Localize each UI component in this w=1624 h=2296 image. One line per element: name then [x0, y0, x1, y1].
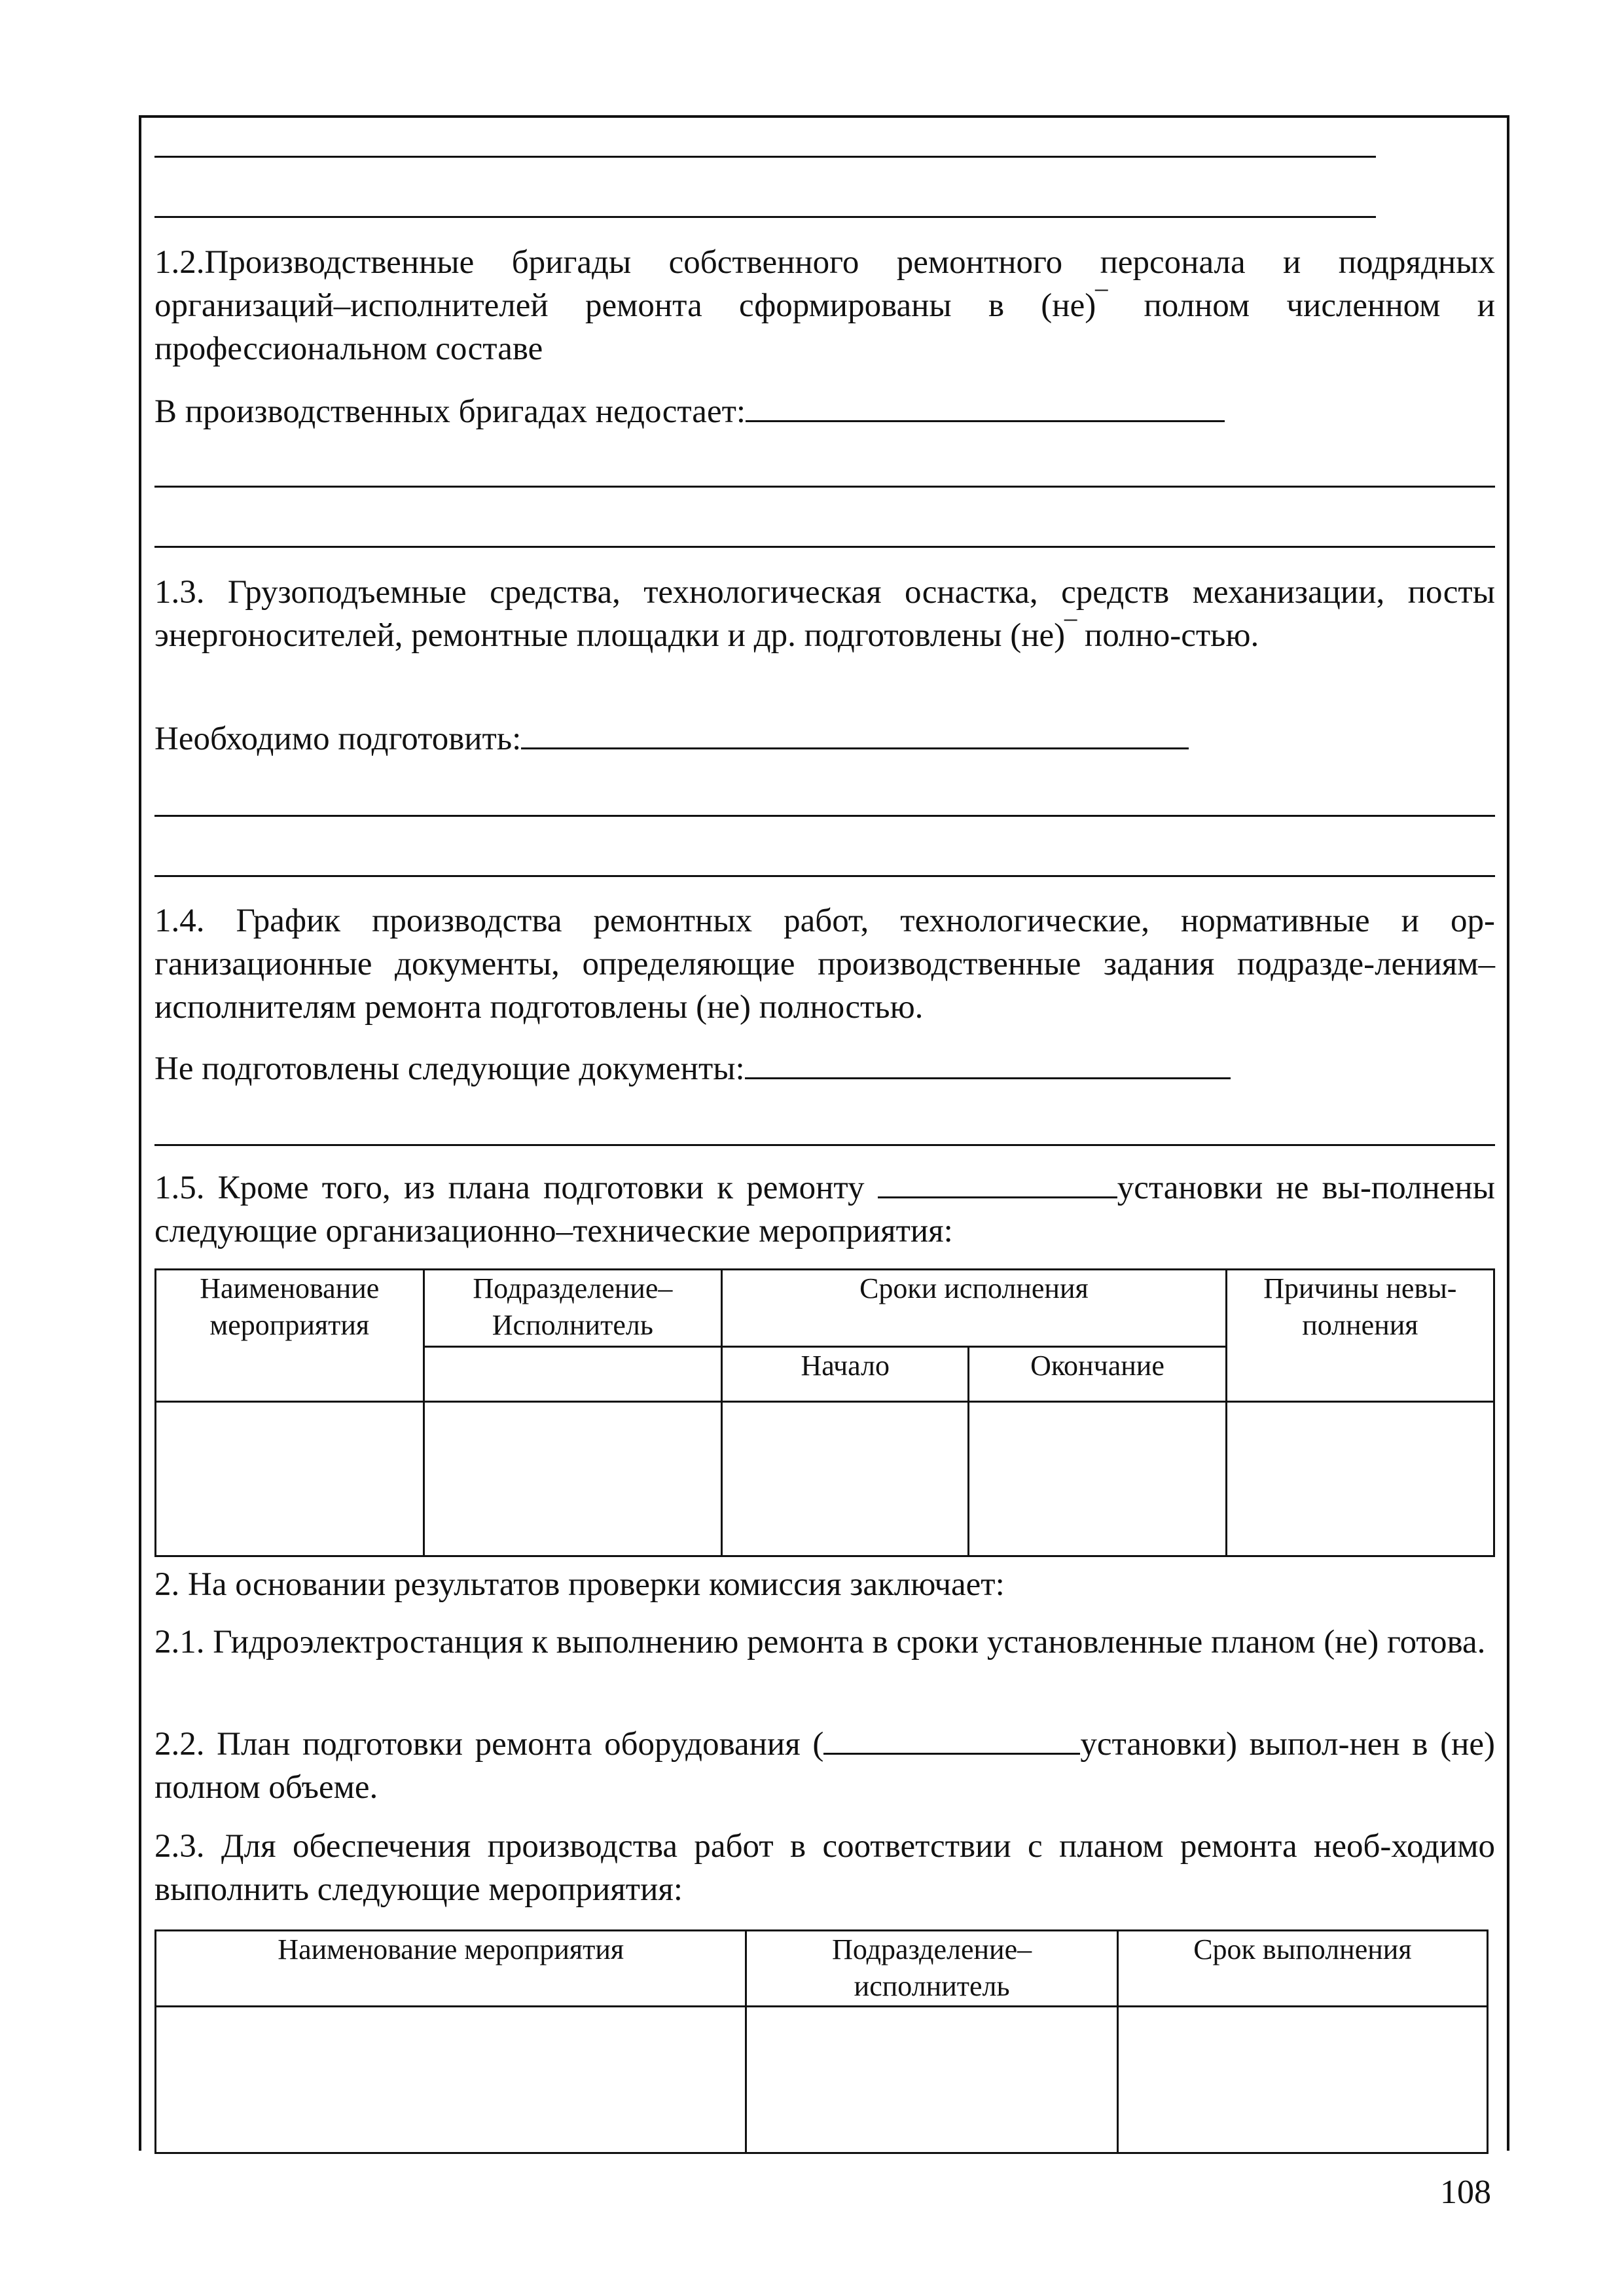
table-cell[interactable] [1226, 1402, 1494, 1556]
col-header-name: Наименование мероприятия [156, 1270, 424, 1402]
unit-blank[interactable] [878, 1168, 1117, 1198]
section-2-text: 2. На основании результатов проверки комиссия заключает: [154, 1566, 1005, 1603]
section-2-1-text: 2.1. Гидроэлектростанция к выполнению ремонта в сроки установленные планом (не) готова. [154, 1624, 1486, 1660]
text-start: 2.2. План подготовки ремонта оборудования ( [154, 1726, 824, 1763]
section-2-3-text: 2.3. Для обеспечения производства работ в соответствии с планом ремонта необ-ходимо выполнить следующие мероприятия: [154, 1828, 1495, 1908]
prompt-label: В производственных бригадах недостает: [154, 393, 746, 430]
table-row [156, 2007, 1488, 2153]
table-cell[interactable] [969, 1402, 1226, 1556]
table-cell[interactable] [1117, 2007, 1487, 2153]
blank-line[interactable] [154, 486, 1495, 488]
col-header-unit: Подразделение– исполнитель [746, 1931, 1117, 2007]
section-1-5-text [154, 1166, 1495, 1253]
blank-line[interactable] [154, 815, 1495, 817]
blank-field[interactable] [745, 1049, 1231, 1079]
text-start: 1.5. Кроме того, из плана подготовки к ремонту [154, 1170, 878, 1206]
section-1-3-prompt [154, 717, 1189, 761]
col-header-deadlines: Сроки исполнения [722, 1270, 1227, 1347]
blank-line[interactable] [154, 875, 1495, 877]
table-row [156, 1402, 1494, 1556]
prompt-label: Необходимо подготовить: [154, 721, 522, 757]
blank-line[interactable] [154, 156, 1376, 158]
col-header-start: Начало [722, 1347, 969, 1402]
col-header-deadline: Срок выполнения [1117, 1931, 1487, 2007]
page-number: 108 [1440, 2174, 1491, 2211]
blank-field[interactable] [746, 391, 1225, 422]
col-header-end: Окончание [969, 1347, 1226, 1402]
text-end: установки) выпол-нен в (не) полном объеме. [154, 1726, 1495, 1806]
blank-field[interactable] [521, 719, 1189, 749]
col-header-reasons: Причины невы-полнения [1226, 1270, 1494, 1402]
table-cell[interactable] [722, 1402, 969, 1556]
blank-line[interactable] [154, 1144, 1495, 1146]
blank-line[interactable] [154, 216, 1376, 218]
section-1-4-prompt [154, 1047, 1231, 1090]
section-1-2-text: 1.2.Производственные бригады собственного ремонтного персонала и подрядных организаций–исполнителей ремонта сформированы в (не)‾ полном численном и профессиональном составе [154, 244, 1495, 367]
prompt-label: Не подготовлены следующие документы: [154, 1050, 745, 1087]
required-measures-table [154, 1929, 1489, 2154]
table-cell[interactable] [156, 2007, 746, 2153]
section-1-2-prompt [154, 390, 1225, 433]
text-end: установки не вы-полнены следующие организационно–технические мероприятия: [154, 1170, 1495, 1249]
section-1-4-text: 1.4. График производства ремонтных работ, технологические, нормативные и ор-ганизационные документы, определяющие производственные задания подразде-лениям– исполнителям ремонта подготовлены (не) полностью. [154, 903, 1495, 1026]
table-cell[interactable] [156, 1402, 424, 1556]
section-1-3-text: 1.3. Грузоподъемные средства, технологическая оснастка, средств механизации, посты энергоносителей, ремонтные площадки и др. подготовлены (не)‾ полно-стью. [154, 574, 1495, 654]
table-cell[interactable] [424, 1402, 722, 1556]
col-header-unit: Подразделение– Исполнитель [424, 1270, 722, 1347]
measures-table [154, 1268, 1495, 1557]
table-cell[interactable] [746, 2007, 1117, 2153]
blank-line[interactable] [154, 546, 1495, 548]
empty-header-cell [424, 1347, 722, 1402]
col-header-name: Наименование мероприятия [156, 1931, 746, 2007]
section-2-2-text [154, 1723, 1495, 1809]
unit-blank[interactable] [823, 1724, 1080, 1755]
